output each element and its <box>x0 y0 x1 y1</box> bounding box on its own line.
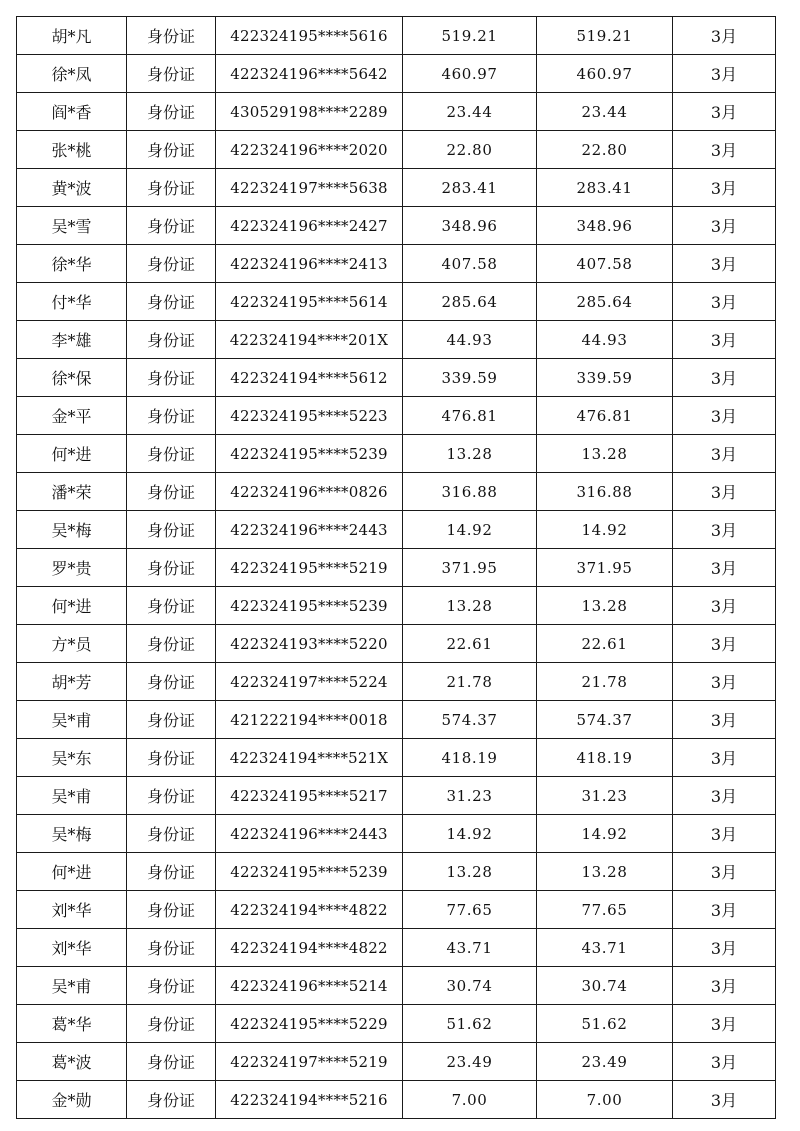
id-number-cell: 421222194****0018 <box>216 701 403 739</box>
name-cell: 吴*梅 <box>17 815 127 853</box>
amount-cell: 22.80 <box>537 131 673 169</box>
id-type-cell: 身份证 <box>127 245 216 283</box>
month-cell: 3月 <box>673 663 776 701</box>
id-type-cell: 身份证 <box>127 1081 216 1119</box>
month-cell: 3月 <box>673 777 776 815</box>
month-cell: 3月 <box>673 891 776 929</box>
name-cell: 徐*保 <box>17 359 127 397</box>
amount-cell: 460.97 <box>403 55 537 93</box>
id-type-cell: 身份证 <box>127 359 216 397</box>
id-type-cell: 身份证 <box>127 55 216 93</box>
amount-cell: 21.78 <box>537 663 673 701</box>
amount-cell: 23.44 <box>537 93 673 131</box>
id-type-cell: 身份证 <box>127 435 216 473</box>
amount-cell: 14.92 <box>403 511 537 549</box>
table-row <box>17 207 776 245</box>
amount-cell: 31.23 <box>403 777 537 815</box>
amount-cell: 13.28 <box>537 853 673 891</box>
amount-cell: 316.88 <box>537 473 673 511</box>
month-cell: 3月 <box>673 853 776 891</box>
amount-cell: 22.61 <box>537 625 673 663</box>
id-number-cell: 422324196****2020 <box>216 131 403 169</box>
id-type-cell: 身份证 <box>127 587 216 625</box>
name-cell: 付*华 <box>17 283 127 321</box>
amount-cell: 285.64 <box>403 283 537 321</box>
id-type-cell: 身份证 <box>127 891 216 929</box>
month-cell: 3月 <box>673 739 776 777</box>
table-row <box>17 1081 776 1119</box>
amount-cell: 51.62 <box>403 1005 537 1043</box>
name-cell: 何*进 <box>17 853 127 891</box>
amount-cell: 418.19 <box>403 739 537 777</box>
amount-cell: 44.93 <box>403 321 537 359</box>
amount-cell: 476.81 <box>403 397 537 435</box>
table-row <box>17 853 776 891</box>
id-type-cell: 身份证 <box>127 815 216 853</box>
name-cell: 刘*华 <box>17 891 127 929</box>
id-number-cell: 422324196****2427 <box>216 207 403 245</box>
amount-cell: 51.62 <box>537 1005 673 1043</box>
table-row <box>17 169 776 207</box>
amount-cell: 407.58 <box>537 245 673 283</box>
name-cell: 吴*甫 <box>17 967 127 1005</box>
amount-cell: 43.71 <box>403 929 537 967</box>
month-cell: 3月 <box>673 967 776 1005</box>
id-type-cell: 身份证 <box>127 283 216 321</box>
amount-cell: 285.64 <box>537 283 673 321</box>
table-row <box>17 929 776 967</box>
id-type-cell: 身份证 <box>127 473 216 511</box>
month-cell: 3月 <box>673 397 776 435</box>
table-row <box>17 587 776 625</box>
table-row <box>17 245 776 283</box>
id-number-cell: 422324195****5239 <box>216 853 403 891</box>
id-type-cell: 身份证 <box>127 739 216 777</box>
table-row <box>17 739 776 777</box>
amount-cell: 460.97 <box>537 55 673 93</box>
id-number-cell: 422324194****4822 <box>216 891 403 929</box>
table-row <box>17 1005 776 1043</box>
id-number-cell: 422324196****2443 <box>216 511 403 549</box>
table-row <box>17 967 776 1005</box>
amount-cell: 476.81 <box>537 397 673 435</box>
amount-cell: 23.49 <box>537 1043 673 1081</box>
month-cell: 3月 <box>673 321 776 359</box>
amount-cell: 371.95 <box>403 549 537 587</box>
name-cell: 徐*华 <box>17 245 127 283</box>
name-cell: 葛*华 <box>17 1005 127 1043</box>
amount-cell: 574.37 <box>537 701 673 739</box>
id-type-cell: 身份证 <box>127 321 216 359</box>
id-number-cell: 422324194****4822 <box>216 929 403 967</box>
amount-cell: 371.95 <box>537 549 673 587</box>
id-number-cell: 422324196****2443 <box>216 815 403 853</box>
name-cell: 吴*梅 <box>17 511 127 549</box>
id-number-cell: 422324195****5616 <box>216 17 403 55</box>
id-number-cell: 422324193****5220 <box>216 625 403 663</box>
month-cell: 3月 <box>673 587 776 625</box>
id-number-cell: 422324195****5614 <box>216 283 403 321</box>
id-type-cell: 身份证 <box>127 549 216 587</box>
name-cell: 方*员 <box>17 625 127 663</box>
table-row <box>17 1043 776 1081</box>
month-cell: 3月 <box>673 55 776 93</box>
name-cell: 潘*荣 <box>17 473 127 511</box>
amount-cell: 407.58 <box>403 245 537 283</box>
id-type-cell: 身份证 <box>127 929 216 967</box>
month-cell: 3月 <box>673 815 776 853</box>
name-cell: 吴*雪 <box>17 207 127 245</box>
id-type-cell: 身份证 <box>127 131 216 169</box>
id-type-cell: 身份证 <box>127 701 216 739</box>
id-number-cell: 422324195****5219 <box>216 549 403 587</box>
month-cell: 3月 <box>673 245 776 283</box>
month-cell: 3月 <box>673 701 776 739</box>
name-cell: 罗*贵 <box>17 549 127 587</box>
name-cell: 黄*波 <box>17 169 127 207</box>
id-number-cell: 422324194****201X <box>216 321 403 359</box>
id-number-cell: 422324194****521X <box>216 739 403 777</box>
id-type-cell: 身份证 <box>127 1005 216 1043</box>
amount-cell: 339.59 <box>403 359 537 397</box>
id-type-cell: 身份证 <box>127 169 216 207</box>
month-cell: 3月 <box>673 131 776 169</box>
amount-cell: 283.41 <box>537 169 673 207</box>
id-type-cell: 身份证 <box>127 511 216 549</box>
table-row <box>17 511 776 549</box>
table-row <box>17 359 776 397</box>
amount-cell: 21.78 <box>403 663 537 701</box>
table-row <box>17 397 776 435</box>
id-number-cell: 422324195****5239 <box>216 435 403 473</box>
month-cell: 3月 <box>673 929 776 967</box>
month-cell: 3月 <box>673 625 776 663</box>
amount-cell: 348.96 <box>537 207 673 245</box>
name-cell: 徐*凤 <box>17 55 127 93</box>
id-number-cell: 422324196****5642 <box>216 55 403 93</box>
id-type-cell: 身份证 <box>127 967 216 1005</box>
month-cell: 3月 <box>673 359 776 397</box>
name-cell: 胡*芳 <box>17 663 127 701</box>
amount-cell: 283.41 <box>403 169 537 207</box>
amount-cell: 13.28 <box>403 587 537 625</box>
table-row <box>17 701 776 739</box>
name-cell: 张*桃 <box>17 131 127 169</box>
month-cell: 3月 <box>673 1081 776 1119</box>
amount-cell: 13.28 <box>403 853 537 891</box>
table-row <box>17 549 776 587</box>
name-cell: 吴*甫 <box>17 777 127 815</box>
amount-cell: 519.21 <box>403 17 537 55</box>
id-type-cell: 身份证 <box>127 207 216 245</box>
id-number-cell: 422324196****2413 <box>216 245 403 283</box>
name-cell: 胡*凡 <box>17 17 127 55</box>
name-cell: 吴*东 <box>17 739 127 777</box>
table-row <box>17 321 776 359</box>
amount-cell: 348.96 <box>403 207 537 245</box>
amount-cell: 22.80 <box>403 131 537 169</box>
amount-cell: 519.21 <box>537 17 673 55</box>
amount-cell: 23.44 <box>403 93 537 131</box>
amount-cell: 30.74 <box>403 967 537 1005</box>
month-cell: 3月 <box>673 17 776 55</box>
amount-cell: 7.00 <box>537 1081 673 1119</box>
table-row <box>17 283 776 321</box>
amount-cell: 14.92 <box>403 815 537 853</box>
payment-table <box>16 16 776 1119</box>
id-number-cell: 422324195****5223 <box>216 397 403 435</box>
id-number-cell: 422324196****0826 <box>216 473 403 511</box>
amount-cell: 30.74 <box>537 967 673 1005</box>
name-cell: 葛*波 <box>17 1043 127 1081</box>
month-cell: 3月 <box>673 435 776 473</box>
month-cell: 3月 <box>673 549 776 587</box>
table-row <box>17 55 776 93</box>
id-type-cell: 身份证 <box>127 93 216 131</box>
month-cell: 3月 <box>673 1005 776 1043</box>
month-cell: 3月 <box>673 511 776 549</box>
id-number-cell: 422324195****5229 <box>216 1005 403 1043</box>
name-cell: 何*进 <box>17 435 127 473</box>
amount-cell: 23.49 <box>403 1043 537 1081</box>
name-cell: 李*雄 <box>17 321 127 359</box>
id-number-cell: 422324197****5219 <box>216 1043 403 1081</box>
amount-cell: 13.28 <box>403 435 537 473</box>
amount-cell: 14.92 <box>537 815 673 853</box>
month-cell: 3月 <box>673 207 776 245</box>
table-row <box>17 473 776 511</box>
month-cell: 3月 <box>673 283 776 321</box>
table-row <box>17 17 776 55</box>
amount-cell: 14.92 <box>537 511 673 549</box>
table-row <box>17 131 776 169</box>
id-type-cell: 身份证 <box>127 17 216 55</box>
id-number-cell: 422324194****5216 <box>216 1081 403 1119</box>
table-row <box>17 435 776 473</box>
name-cell: 金*勋 <box>17 1081 127 1119</box>
id-number-cell: 422324196****5214 <box>216 967 403 1005</box>
month-cell: 3月 <box>673 1043 776 1081</box>
table-row <box>17 891 776 929</box>
name-cell: 金*平 <box>17 397 127 435</box>
table-row <box>17 815 776 853</box>
table-row <box>17 777 776 815</box>
name-cell: 何*进 <box>17 587 127 625</box>
amount-cell: 574.37 <box>403 701 537 739</box>
amount-cell: 77.65 <box>537 891 673 929</box>
amount-cell: 339.59 <box>537 359 673 397</box>
id-type-cell: 身份证 <box>127 663 216 701</box>
amount-cell: 7.00 <box>403 1081 537 1119</box>
name-cell: 阎*香 <box>17 93 127 131</box>
id-number-cell: 422324194****5612 <box>216 359 403 397</box>
amount-cell: 13.28 <box>537 435 673 473</box>
id-type-cell: 身份证 <box>127 625 216 663</box>
table-row <box>17 93 776 131</box>
month-cell: 3月 <box>673 473 776 511</box>
amount-cell: 418.19 <box>537 739 673 777</box>
id-number-cell: 422324195****5217 <box>216 777 403 815</box>
table-row <box>17 625 776 663</box>
amount-cell: 316.88 <box>403 473 537 511</box>
id-type-cell: 身份证 <box>127 1043 216 1081</box>
amount-cell: 22.61 <box>403 625 537 663</box>
id-type-cell: 身份证 <box>127 777 216 815</box>
id-number-cell: 422324195****5239 <box>216 587 403 625</box>
id-number-cell: 430529198****2289 <box>216 93 403 131</box>
name-cell: 刘*华 <box>17 929 127 967</box>
amount-cell: 13.28 <box>537 587 673 625</box>
id-type-cell: 身份证 <box>127 853 216 891</box>
table-row <box>17 663 776 701</box>
id-type-cell: 身份证 <box>127 397 216 435</box>
amount-cell: 31.23 <box>537 777 673 815</box>
id-number-cell: 422324197****5224 <box>216 663 403 701</box>
amount-cell: 77.65 <box>403 891 537 929</box>
amount-cell: 43.71 <box>537 929 673 967</box>
month-cell: 3月 <box>673 169 776 207</box>
amount-cell: 44.93 <box>537 321 673 359</box>
name-cell: 吴*甫 <box>17 701 127 739</box>
table-body <box>17 17 776 1119</box>
id-number-cell: 422324197****5638 <box>216 169 403 207</box>
month-cell: 3月 <box>673 93 776 131</box>
